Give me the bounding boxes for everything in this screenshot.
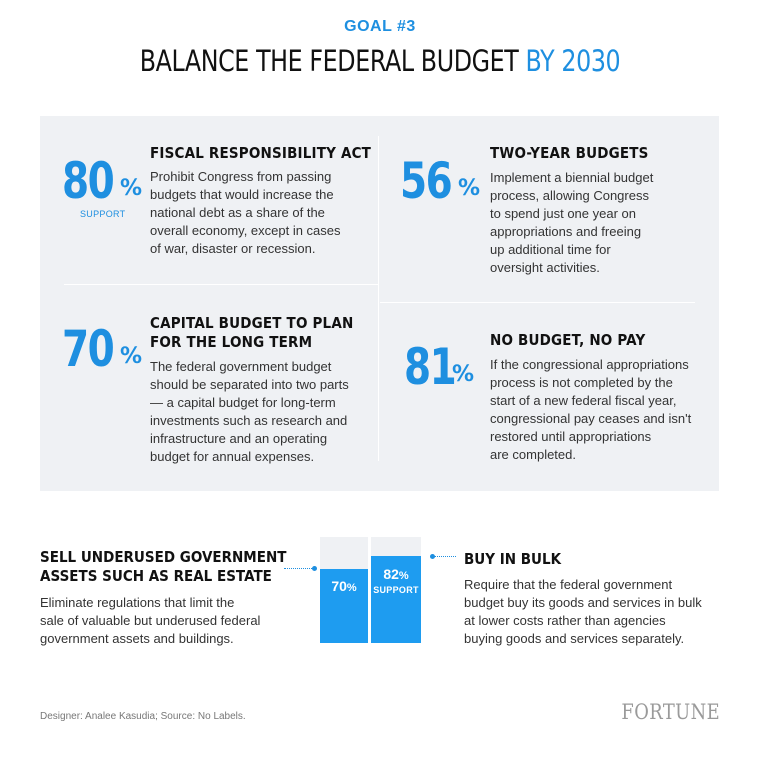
item-body-fiscal-responsibility: Prohibit Congress from passing budgets that would increase the national debt as a share of the overall economy, except in cases of war, disaster or recession. bbox=[150, 169, 341, 256]
stat-unit: % bbox=[458, 176, 481, 201]
item-body-two-year-budgets: Implement a biennial budget process, allowing Congress to spend just one year on appropriations and freeing up additional time for oversight activities. bbox=[490, 170, 654, 275]
leader-line-left bbox=[284, 568, 314, 569]
stat-value: 70 bbox=[62, 320, 114, 378]
credit-line: Designer: Analee Kasudia; Source: No Labels. bbox=[40, 711, 246, 722]
bottom-right-body: Require that the federal government budget buy its goods and services in bulk at lower costs rather than agencies buying goods and services separately. bbox=[464, 577, 702, 646]
bottom-left-title: SELL UNDERUSED GOVERNMENT ASSETS SUCH AS REAL ESTATE bbox=[40, 548, 287, 585]
leader-line-right bbox=[434, 556, 456, 557]
stat-value: 80 bbox=[62, 152, 114, 210]
panel-divider-vertical bbox=[378, 136, 379, 461]
stat-two-year-budgets bbox=[400, 152, 481, 210]
item-title-capital-budget: CAPITAL BUDGET TO PLAN FOR THE LONG TERM bbox=[150, 314, 354, 351]
item-title-fiscal-responsibility: FISCAL RESPONSIBILITY ACT bbox=[150, 144, 372, 162]
item-title-no-budget-no-pay: NO BUDGET, NO PAY bbox=[490, 331, 646, 349]
item-body-capital-budget: The federal government budget should be separated into two parts — a capital budget for long-term investments such as research and infrastructure and an operating budget for annual expenses. bbox=[150, 359, 349, 464]
page-title bbox=[68, 44, 691, 78]
stat-value: 81 bbox=[404, 338, 456, 396]
item-body-no-budget-no-pay: If the congressional appropriations process is not completed by the start of a new federal fiscal year, congressional pay ceases and isn't restored until appropriations are completed. bbox=[490, 357, 692, 462]
bar-label-buy-bulk: 82% SUPPORT bbox=[373, 566, 419, 595]
stat-unit: % bbox=[120, 344, 143, 369]
headline-main: BALANCE THE FEDERAL BUDGET bbox=[139, 44, 519, 78]
stat-unit: % bbox=[452, 362, 475, 387]
bottom-left-body: Eliminate regulations that limit the sale of valuable but underused federal government assets and buildings. bbox=[40, 595, 261, 646]
panel-divider-left bbox=[64, 284, 379, 285]
bottom-right-title: BUY IN BULK bbox=[464, 550, 562, 568]
stat-support-label: SUPPORT bbox=[80, 209, 126, 219]
support-panel bbox=[40, 116, 719, 491]
stat-value: 56 bbox=[400, 152, 452, 210]
item-title-two-year-budgets: TWO-YEAR BUDGETS bbox=[490, 144, 649, 162]
stat-fiscal-responsibility bbox=[62, 152, 143, 219]
stat-no-budget-no-pay bbox=[404, 338, 475, 396]
bar-label-sell-assets: 70% bbox=[331, 578, 357, 594]
stat-capital-budget bbox=[62, 320, 143, 378]
fortune-logo: FORTUNE bbox=[621, 700, 720, 724]
panel-divider-right bbox=[380, 302, 695, 303]
headline-accent: BY 2030 bbox=[525, 44, 621, 78]
stat-unit: % bbox=[120, 176, 143, 201]
goal-label: GOAL #3 bbox=[344, 18, 416, 35]
leader-dot-left bbox=[312, 566, 317, 571]
